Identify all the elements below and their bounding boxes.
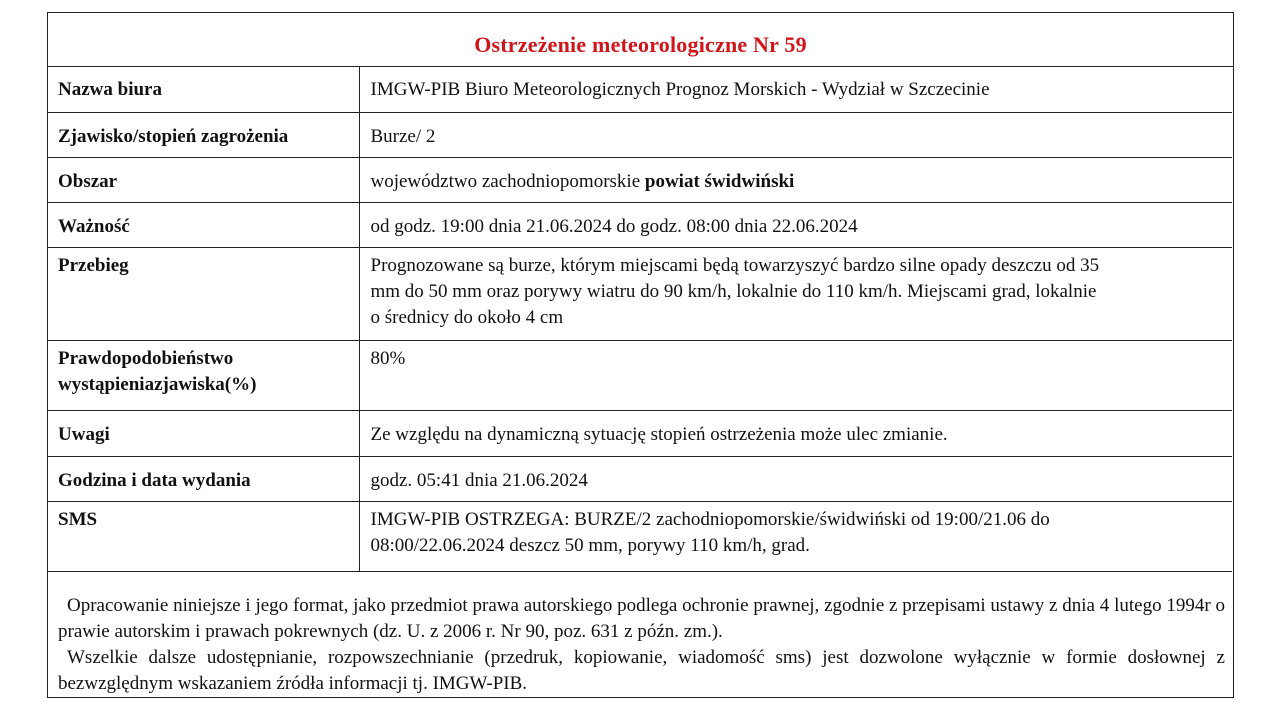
copyright-paragraph: Opracowanie niniejsze i jego format, jako przedmiot prawa autorskiego podlega ochronie prawnej, zgodnie z przepisami ustawy z dnia 4 lutego 1994r o prawie autorskim i prawach pokrewnych (dz. U. z 2006 r. Nr 90, poz. 631 z późn. zm.). [58,595,1225,642]
table-row-area [48,157,1232,202]
row-label: Zjawisko/stopień zagrożenia [48,112,359,157]
table-row-sms [48,501,1232,571]
course-line: o średnicy do około 4 cm [370,306,564,328]
table-row-probability [48,340,1232,410]
row-label: Ważność [48,202,359,247]
probability-label-line: Prawdopodobieństwo [58,347,234,369]
table-row-phenomenon [48,112,1232,157]
row-value: godz. 05:41 dnia 21.06.2024 [359,456,1232,501]
row-value: Ze względu na dynamiczną sytuację stopień ostrzeżenia może ulec zmianie. [359,410,1232,456]
row-value [359,501,1232,571]
usage-paragraph: Wszelkie dalsze udostępnianie, rozpowszechnianie (przedruk, kopiowanie, wiadomość sms) jest dozwolone wyłącznie w formie dosłownej z bezwzględnym wskazaniem źródła informacji tj. IMGW-PIB. [58,647,1225,694]
warning-document [47,12,1234,698]
warning-table [48,66,1232,572]
row-label [48,340,359,410]
table-row-issued [48,456,1232,501]
title-row [48,13,1233,67]
sms-line: IMGW-PIB OSTRZEGA: BURZE/2 zachodniopomorskie/świdwiński od 19:00/21.06 do [370,508,1050,530]
row-label: Uwagi [48,410,359,456]
copyright-footer [58,593,1225,697]
area-county: powiat świdwiński [644,170,795,192]
course-line: Prognozowane są burze, którym miejscami będą towarzyszyć bardzo silne opady deszczu od 35 [370,254,1100,276]
row-label: Godzina i data wydania [48,456,359,501]
row-value [359,247,1232,340]
row-label: Przebieg [48,247,359,340]
table-row-course [48,247,1232,340]
table-row-notes [48,410,1232,456]
row-label: Obszar [48,157,359,202]
row-label: SMS [48,501,359,571]
row-label: Nazwa biura [48,66,359,112]
document-title: Ostrzeżenie meteorologiczne Nr 59 [474,32,807,57]
row-value: IMGW-PIB Biuro Meteorologicznych Prognoz Morskich - Wydział w Szczecinie [359,66,1232,112]
probability-label-line: wystąpieniazjawiska(%) [58,373,257,395]
table-row-validity [48,202,1232,247]
row-value [359,157,1232,202]
course-line: mm do 50 mm oraz porywy wiatru do 90 km/h, lokalnie do 110 km/h. Miejscami grad, lokalnie [370,280,1097,302]
row-value: od godz. 19:00 dnia 21.06.2024 do godz. 08:00 dnia 22.06.2024 [359,202,1232,247]
sms-line: 08:00/22.06.2024 deszcz 50 mm, porywy 110 km/h, grad. [370,534,810,556]
area-region: województwo zachodniopomorskie [370,170,645,192]
row-value: 80% [359,340,1232,410]
table-row-office [48,66,1232,112]
row-value: Burze/ 2 [359,112,1232,157]
